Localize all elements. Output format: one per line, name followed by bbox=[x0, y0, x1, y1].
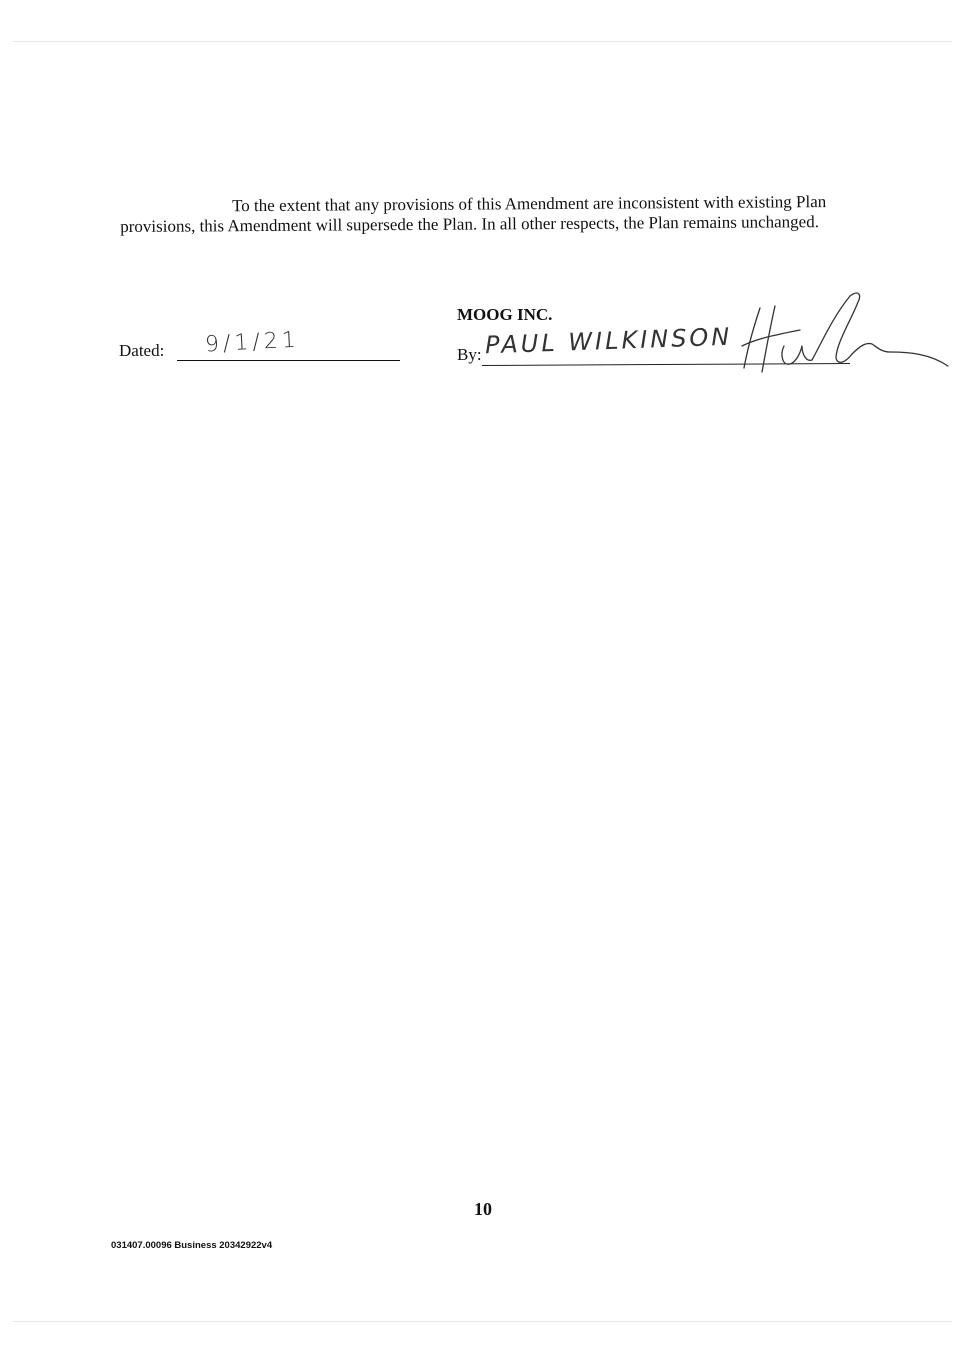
document-id: 031407.00096 Business 20342922v4 bbox=[111, 1240, 273, 1251]
company-name: MOOG INC. bbox=[457, 305, 553, 324]
scan-edge-bottom bbox=[12, 1321, 952, 1322]
handwritten-signature bbox=[740, 288, 955, 378]
paragraph-text: To the extent that any provisions of this Amendment are inconsistent with existing Plan provisions, this Amendment will supersede the Plan. In all other respects, the Plan remains unchanged. bbox=[120, 192, 827, 236]
handwritten-printed-name: PAUL WILKINSON bbox=[484, 322, 733, 360]
page-number: 10 bbox=[474, 1199, 492, 1219]
amendment-paragraph bbox=[120, 192, 855, 237]
by-label: By: bbox=[457, 345, 482, 364]
date-signature-line bbox=[177, 360, 400, 361]
dated-label: Dated: bbox=[119, 341, 165, 360]
scan-edge-top bbox=[12, 41, 952, 42]
handwritten-date: 9/1/21 bbox=[204, 327, 301, 358]
